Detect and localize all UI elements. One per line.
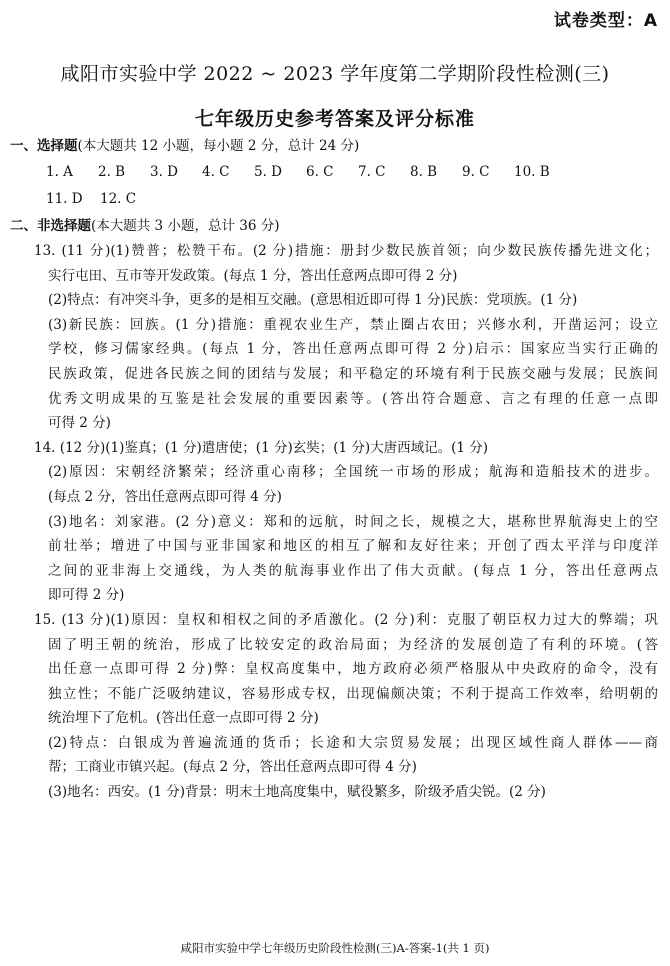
answer-line: 统治埋下了危机。(答出任意一点即可得 2 分) xyxy=(48,710,319,727)
answer-line: 固了明王朝的统治，形成了比较安定的政治局面；为经济的发展创造了有利的环境。(答 xyxy=(48,636,658,653)
choice-answer: 8. B xyxy=(410,164,438,180)
answer-line: 学校，修习儒家经典。(每点 1 分，答出任意两点即可得 2 分)启示：国家应当实行正确的 xyxy=(48,341,658,358)
choice-answer: 10. B xyxy=(514,164,550,180)
answer-line: 14. (12 分)(1)鉴真；(1 分)遣唐使；(1 分)玄奘；(1 分)大唐西域记。(1 分) xyxy=(34,439,489,456)
answer-line: (2)原因：宋朝经济繁荣；经济重心南移；全国统一市场的形成；航海和造船技术的进步。 xyxy=(48,464,658,481)
answer-line: 之间的亚非海上交通线，为人类的航海事业作出了伟大贡献。(每点 1 分，答出任意两点 xyxy=(48,562,658,579)
document-title: 咸阳市实验中学 2022 ~ 2023 学年度第二学期阶段性检测(三) xyxy=(60,63,610,85)
section-1-note: (本大题共 12 小题，每小题 2 分，总计 24 分) xyxy=(77,138,360,154)
answer-line: (3)地名：刘家港。(2 分)意义：郑和的远航，时间之长，规模之大，堪称世界航海史上的空 xyxy=(48,513,658,530)
answer-line: 13. (11 分)(1)赞普；松赞干布。(2 分)措施：册封少数民族首领；向少数民族传播先进文化； xyxy=(34,243,658,259)
choice-answer: 2. B xyxy=(98,164,126,180)
choice-answer: 1. A xyxy=(46,164,73,180)
answer-line: (3)地名：西安。(1 分)背景：明末土地高度集中，赋役繁多，阶级矛盾尖锐。(2 分) xyxy=(48,784,546,801)
section-2-label: 二、非选择题 xyxy=(10,218,91,234)
question-13-answer xyxy=(34,239,658,436)
answer-line: 出任意一点即可得 2 分)弊：皇权高度集中，地方政府必须严格服从中央政府的命令，没有 xyxy=(48,661,658,678)
choice-answers-row-2 xyxy=(10,186,658,213)
question-14-answer xyxy=(34,436,658,608)
section-2-heading xyxy=(10,213,658,239)
choice-answer: 12. C xyxy=(100,191,137,207)
choice-answer: 9. C xyxy=(462,164,490,180)
section-2-note: (本大题共 3 小题，总计 36 分) xyxy=(91,218,280,234)
answer-line: 即可得 2 分) xyxy=(48,587,125,604)
answer-line: 独立性；不能广泛吸纳建议，容易形成专权，出现偏颇决策；不利于提高工作效率，给明朝的 xyxy=(48,685,658,702)
choice-answers-row-1 xyxy=(10,159,658,186)
answer-line: 帮；工商业市镇兴起。(每点 2 分，答出任意两点即可得 4 分) xyxy=(48,759,417,776)
answer-line: (3)新民族：回族。(1 分)措施：重视农业生产，禁止圈占农田；兴修水利，开凿运河；设立 xyxy=(48,316,658,333)
page-footer: 咸阳市实验中学七年级历史阶段性检测(三)A-答案-1(共 1 页) xyxy=(180,941,490,955)
choice-answer: 7. C xyxy=(358,164,386,180)
choice-answer: 4. C xyxy=(202,164,230,180)
section-1-label: 一、选择题 xyxy=(10,138,78,154)
exam-type-label: 试卷类型：A xyxy=(553,11,658,31)
answer-line: 前壮举；增进了中国与亚非国家和地区的相互了解和友好往来；开创了西太平洋与印度洋 xyxy=(48,538,658,555)
section-1-heading xyxy=(10,133,658,159)
answer-line: 实行屯田、互市等开发政策。(每点 1 分，答出任意两点即可得 2 分) xyxy=(48,267,458,284)
answer-content xyxy=(10,133,658,805)
choice-answer: 3. D xyxy=(150,164,178,180)
document-subtitle: 七年级历史参考答案及评分标准 xyxy=(194,108,475,130)
answer-line: 15. (13 分)(1)原因：皇权和相权之间的矛盾激化。(2 分)利：克服了朝臣权力过大的弊端；巩 xyxy=(34,611,658,628)
choice-answer: 6. C xyxy=(306,164,334,180)
answer-line: 可得 2 分) xyxy=(48,415,111,432)
choice-answer: 5. D xyxy=(254,164,282,180)
answer-line: (2)特点：有冲突斗争，更多的是相互交融。(意思相近即可得 1 分)民族：党项族。(1 分) xyxy=(48,292,578,309)
answer-line: (每点 2 分，答出任意两点即可得 4 分) xyxy=(48,488,282,505)
answer-line: (2)特点：白银成为普遍流通的货币；长途和大宗贸易发展；出现区域性商人群体——商 xyxy=(48,734,658,751)
choice-answer: 11. D xyxy=(46,191,83,207)
question-15-answer xyxy=(34,608,658,805)
answer-line: 民族政策，促进各民族之间的团结与发展；和平稳定的环境有利于民族交融与发展；民族间 xyxy=(48,365,658,382)
answer-line: 优秀文明成果的互鉴是社会发展的重要因素等。(答出符合题意、言之有理的任意一点即 xyxy=(48,390,658,407)
